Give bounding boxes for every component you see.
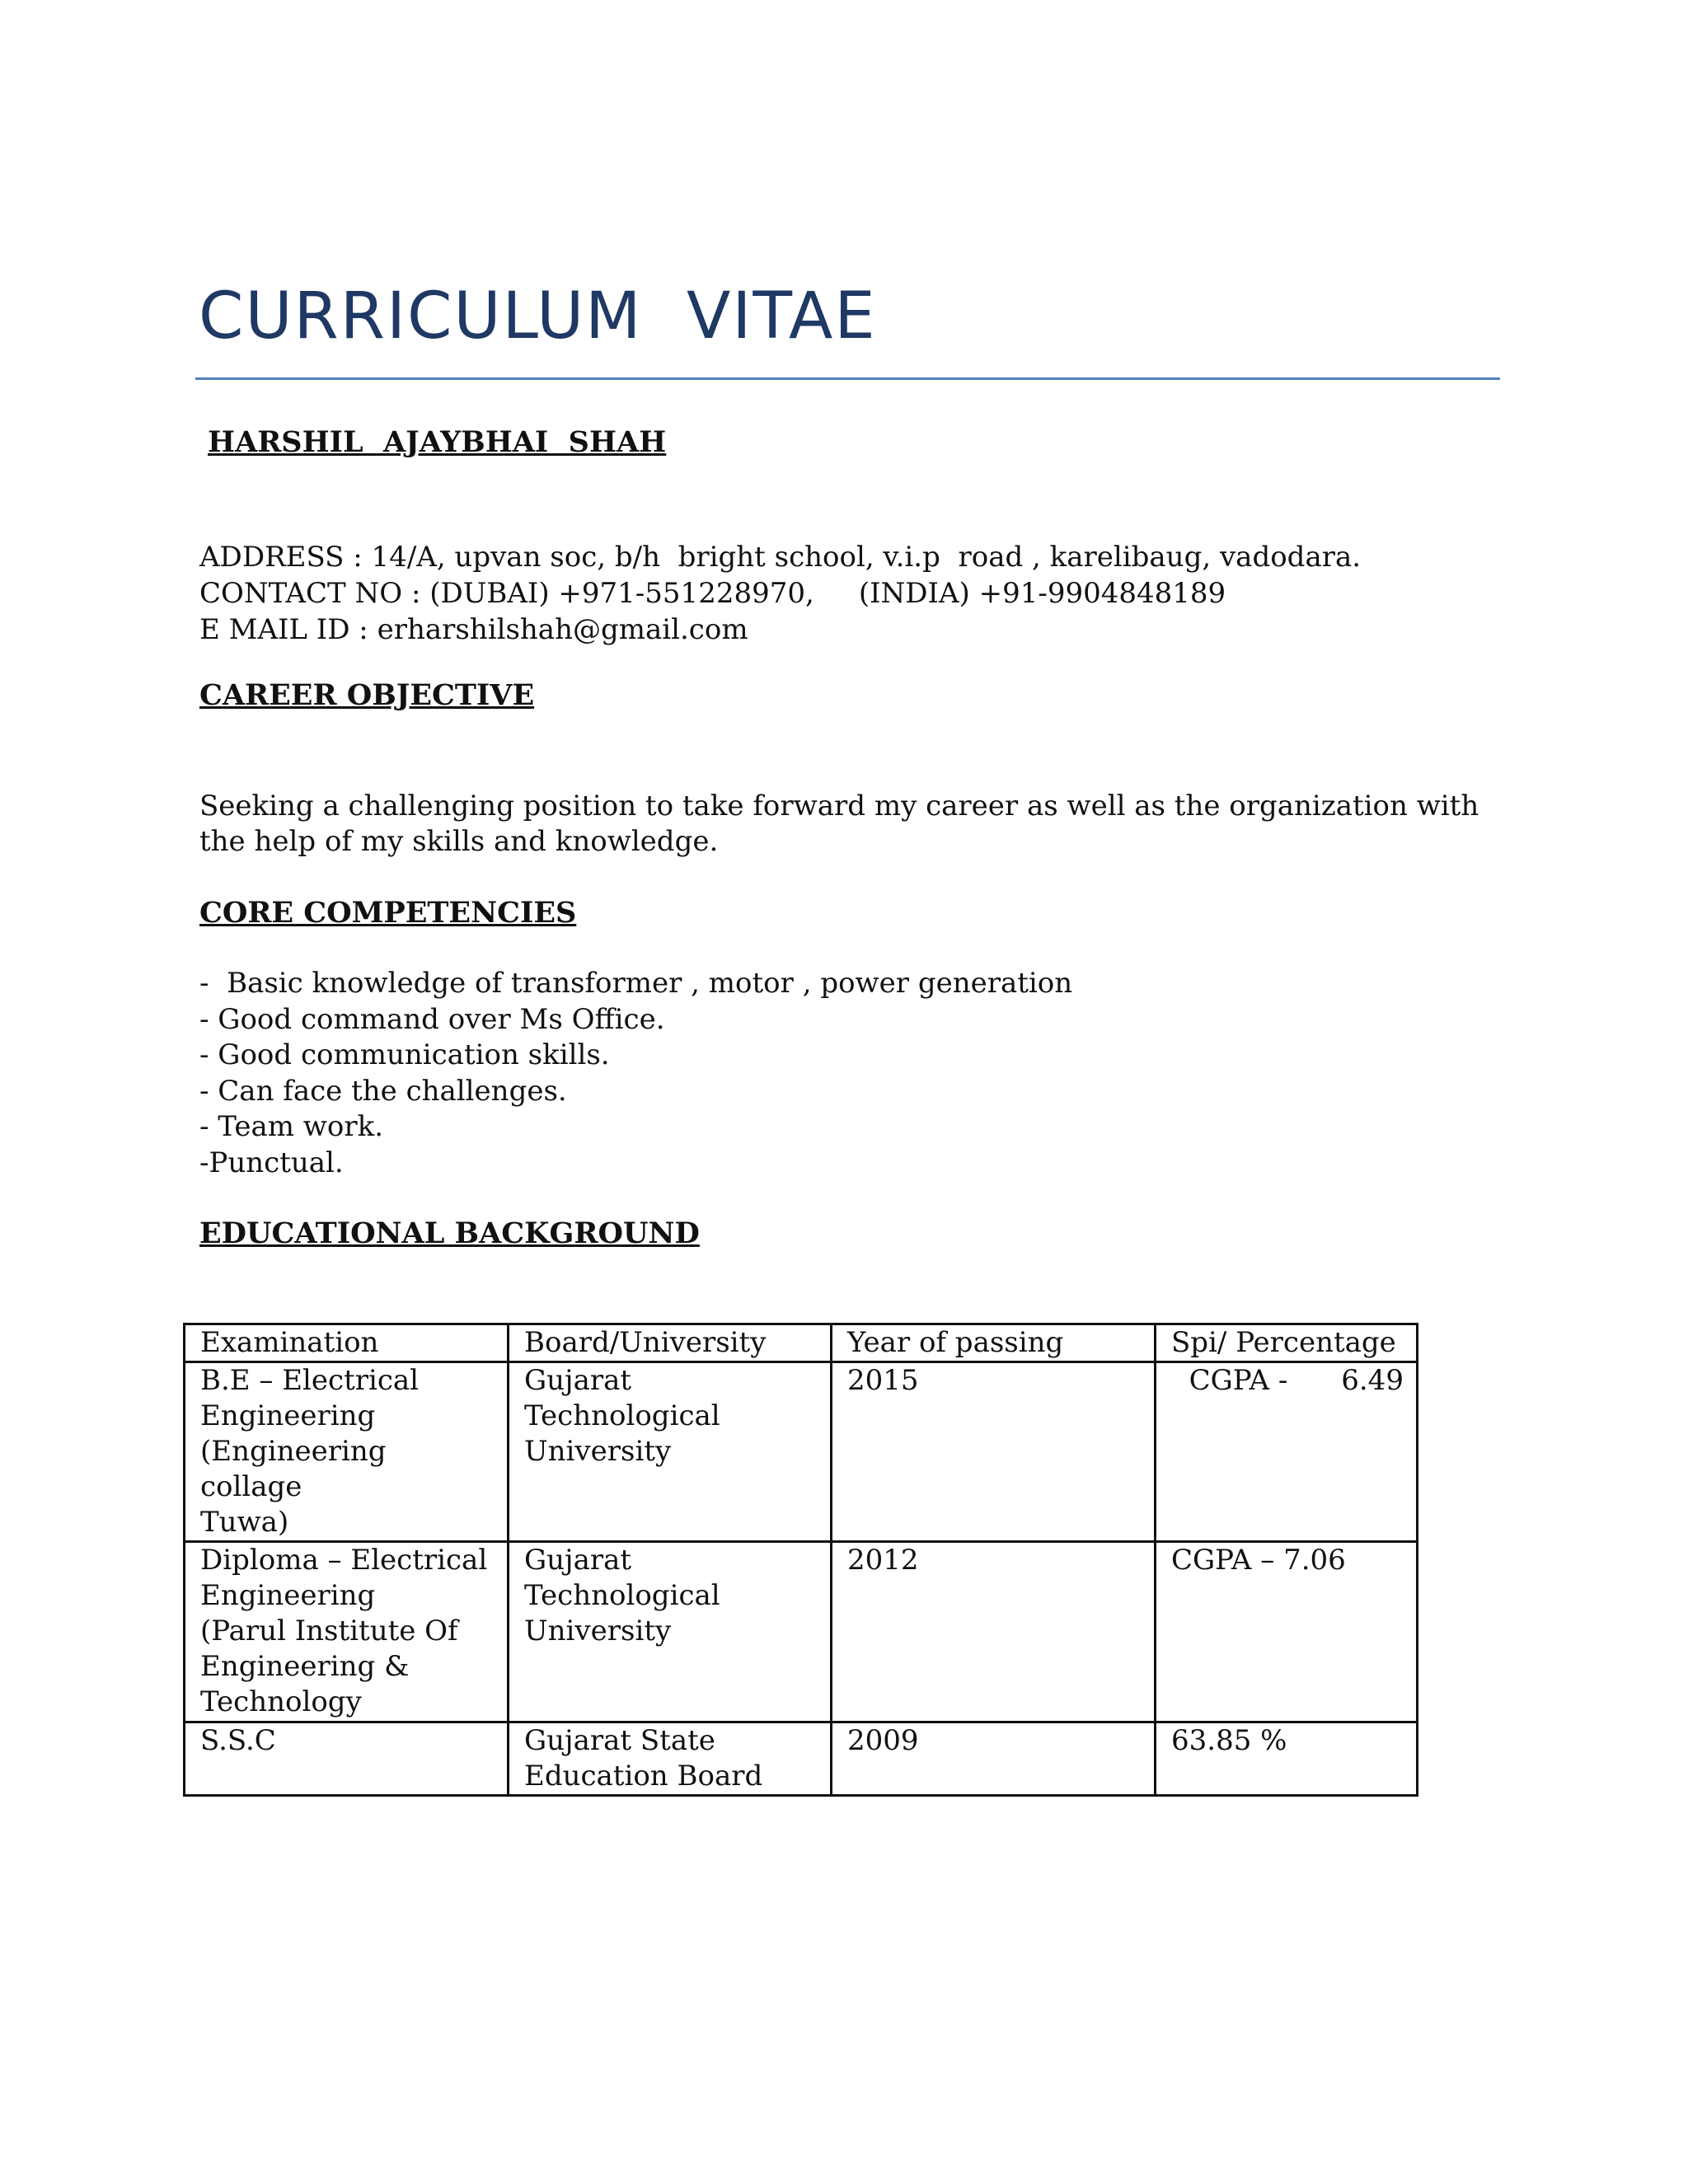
education-table xyxy=(183,1323,1418,1797)
table-row xyxy=(185,1722,1418,1796)
email-line: E MAIL ID : erharshilshah@gmail.com xyxy=(199,613,748,646)
competency-item: - Basic knowledge of transformer , motor , power generation xyxy=(199,967,1073,1000)
table-cell: 2012 xyxy=(832,1542,1156,1722)
core-competencies-list xyxy=(199,966,1072,1181)
table-row xyxy=(185,1362,1418,1542)
career-objective-heading: CAREER OBJECTIVE xyxy=(199,678,535,712)
candidate-name: HARSHIL AJAYBHAI SHAH xyxy=(208,425,667,459)
contact-number-line: CONTACT NO : (DUBAI) +971-551228970, (INDIA) +91-9904848189 xyxy=(199,577,1226,610)
table-cell: Gujarat State Education Board xyxy=(509,1722,832,1796)
table-cell: Gujarat Technological University xyxy=(509,1362,832,1542)
educational-background-heading: EDUCATIONAL BACKGROUND xyxy=(199,1216,700,1250)
page-title: CURRICULUM VITAE xyxy=(199,279,877,354)
competency-item: - Good communication skills. xyxy=(199,1038,610,1071)
table-header-row xyxy=(185,1324,1418,1362)
column-header: Year of passing xyxy=(832,1324,1156,1362)
core-competencies-heading: CORE COMPETENCIES xyxy=(199,896,577,930)
table-cell: S.S.C xyxy=(185,1722,509,1796)
table-cell: CGPA - 6.49 xyxy=(1156,1362,1418,1542)
title-underline xyxy=(195,377,1500,380)
column-header: Examination xyxy=(185,1324,509,1362)
competency-item: - Can face the challenges. xyxy=(199,1074,567,1108)
table-cell: 2009 xyxy=(832,1722,1156,1796)
column-header: Spi/ Percentage xyxy=(1156,1324,1418,1362)
competency-item: - Good command over Ms Office. xyxy=(199,1002,665,1036)
column-header: Board/University xyxy=(509,1324,832,1362)
career-objective-text: Seeking a challenging position to take forward my career as well as the organization with the help of my skills and knowledge. xyxy=(199,790,1479,858)
table-cell: 63.85 % xyxy=(1156,1722,1418,1796)
table-cell: 2015 xyxy=(832,1362,1156,1542)
contact-block xyxy=(199,539,1361,648)
competency-item: -Punctual. xyxy=(199,1146,344,1179)
competency-item: - Team work. xyxy=(199,1110,384,1143)
table-row xyxy=(185,1542,1418,1722)
table-cell: B.E – Electrical Engineering (Engineering collage Tuwa) xyxy=(185,1362,509,1542)
table-cell: Gujarat Technological University xyxy=(509,1542,832,1722)
address-line: ADDRESS : 14/A, upvan soc, b/h bright school, v.i.p road , karelibaug, vadodara. xyxy=(199,541,1362,574)
table-cell: Diploma – Electrical Engineering (Parul Institute Of Engineering & Technology xyxy=(185,1542,509,1722)
table-cell: CGPA – 7.06 xyxy=(1156,1542,1418,1722)
